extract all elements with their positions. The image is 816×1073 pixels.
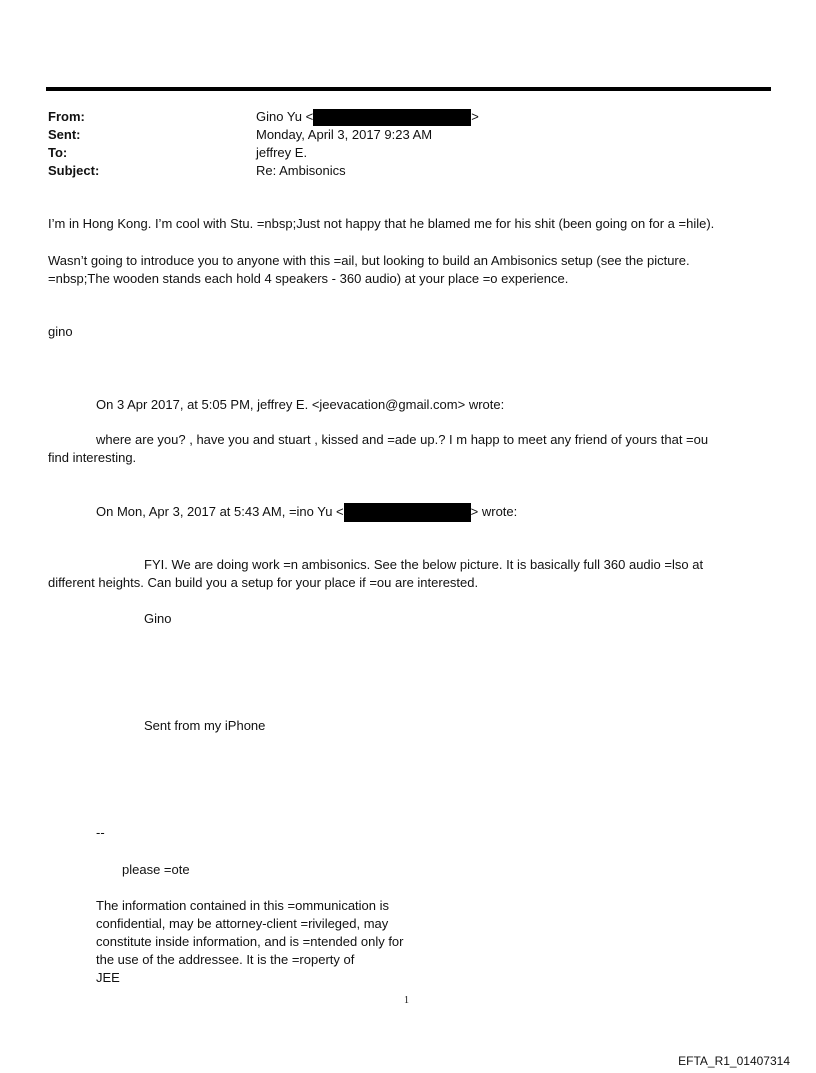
quote-3-line-1: FYI. We are doing work =n ambisonics. See the below picture. It is basically full 360 audio =lso at [144,557,704,572]
subject-label: Subject: [48,163,100,178]
quote-1-line-1: where are you? , have you and stuart , kissed and =ade up.? I m happ to meet any friend of yours that =ou [96,432,709,447]
from-label: From: [48,109,85,124]
signature-dashes: -- [96,825,105,840]
to-value: jeffrey E. [256,145,308,160]
sent-value: Monday, April 3, 2017 9:23 AM [256,127,433,142]
quote-3-signature: Gino [144,611,172,626]
confidentiality-line-2: confidential, may be attorney-client =rivileged, may [96,916,389,931]
redaction-box [344,503,471,522]
sent-label: Sent: [48,127,81,142]
body-paragraph-2-line-2: =nbsp;The wooden stands each hold 4 speakers - 360 audio) at your place =o experience. [48,271,569,286]
body-paragraph-1: I’m in Hong Kong. I’m cool with Stu. =nbsp;Just not happy that he blamed me for his shit (been going on for a =hile). [48,216,715,231]
confidentiality-line-5: JEE [96,970,120,985]
from-value [256,108,479,126]
quote-2-header [96,502,517,522]
header-rule [46,87,771,91]
to-label: To: [48,145,68,160]
document-id-footer: EFTA_R1_01407314 [678,1054,790,1068]
redaction-box [313,109,471,126]
from-open: < [305,109,314,124]
confidentiality-line-4: the use of the addressee. It is the =roperty of [96,952,355,967]
from-name: Gino Yu [256,109,303,124]
signoff: gino [48,324,73,339]
quote-1-line-2: find interesting. [48,450,137,465]
confidentiality-line-1: The information contained in this =ommunication is [96,898,390,913]
confidentiality-line-3: constitute inside information, and is =ntended only for [96,934,404,949]
please-note: please =ote [122,862,190,877]
sent-from-iphone: Sent from my iPhone [144,718,266,733]
subject-value: Re: Ambisonics [256,163,346,178]
from-close: > [471,109,479,124]
quote-2-prefix: On Mon, Apr 3, 2017 at 5:43 AM, =ino Yu < [96,504,344,519]
quote-2-suffix: > wrote: [470,504,518,519]
page-number: 1 [404,995,409,1006]
body-paragraph-2-line-1: Wasn’t going to introduce you to anyone with this =ail, but looking to build an Ambisonics setup (see the picture. [48,253,690,268]
quote-1-header: On 3 Apr 2017, at 5:05 PM, jeffrey E. <jeevacation@gmail.com> wrote: [96,397,505,412]
quote-3-line-2: different heights. Can build you a setup for your place if =ou are interested. [48,575,479,590]
